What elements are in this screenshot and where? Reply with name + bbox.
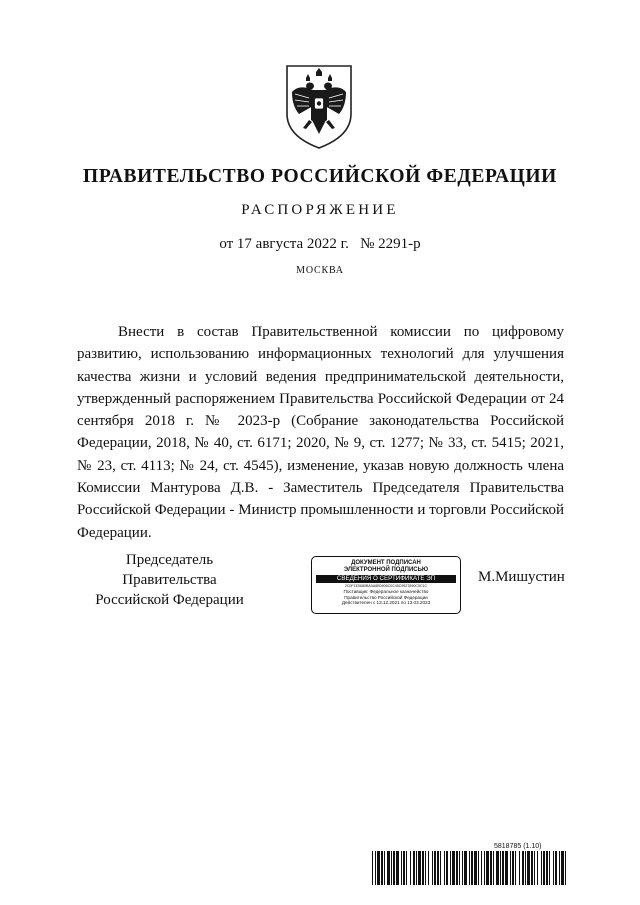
- barcode-bar: [478, 851, 479, 885]
- barcode-bar: [377, 851, 380, 885]
- barcode-bar: [505, 851, 508, 885]
- barcode-bar: [464, 851, 467, 885]
- barcode-bar: [456, 851, 458, 885]
- barcode-bar: [543, 851, 545, 885]
- barcode-bar: [493, 851, 494, 885]
- barcode-bar: [525, 851, 526, 885]
- barcode-bar: [502, 851, 504, 885]
- stamp-certificate-header: СВЕДЕНИЯ О СЕРТИФИКАТЕ ЭП: [316, 575, 456, 583]
- barcode-bar: [393, 851, 395, 885]
- barcode-bar: [546, 851, 548, 885]
- signer-position-line1: Председатель Правительства: [122, 552, 217, 588]
- barcode-bar: [474, 851, 477, 885]
- barcode-bar: [510, 851, 511, 885]
- barcode-bar: [422, 851, 424, 885]
- barcode-bar: [565, 851, 566, 885]
- barcode-bar: [416, 851, 417, 885]
- barcode-bar: [522, 851, 524, 885]
- russian-coat-of-arms-icon: [279, 62, 359, 150]
- barcode-bar: [469, 851, 470, 885]
- barcode-bar: [450, 851, 451, 885]
- barcode-bar: [496, 851, 499, 885]
- barcode-bar: [486, 851, 489, 885]
- stamp-line1: ДОКУМЕНТ ПОДПИСАН: [351, 560, 421, 566]
- order-text: Внести в состав Правительственной комиссии по цифровому развитию, использованию информационных технологий для улучшения качества жизни и условий ведения предпринимательской деятельности, утвержденный распоряжением Правительства Российской Федерации от 24 сентября 2018 г. № 2023-р (Собрание законодательства Российской Федерации, 2018, № 40, ст. 6171; 2020, № 9, ст. 1277; № 33, ст. 5415; 2021, № 23, ст. 4113; № 24, ст. 4545), изменение, указав новую должность члена Комиссии Мантурова Д.В. - Заместитель Председателя Правительства Российской Федерации - Министр промышленности и торговли Российской Федерации.: [77, 324, 564, 541]
- barcode-bar: [413, 851, 415, 885]
- signer-position-line2: Российской Федерации: [95, 592, 244, 608]
- barcode-bar: [432, 851, 433, 885]
- barcode-bar: [384, 851, 385, 885]
- barcode-bar: [527, 851, 530, 885]
- barcode-bar: [490, 851, 492, 885]
- barcode-bar: [428, 851, 429, 885]
- barcode-bar: [559, 851, 560, 885]
- barcode-bar: [531, 851, 533, 885]
- barcode-bar: [515, 851, 516, 885]
- barcode-bar: [396, 851, 399, 885]
- signer-name: М.Мишустин: [478, 569, 565, 585]
- stamp-issuer: Правительство Российской Федерации: [344, 594, 428, 600]
- barcode-bar: [418, 851, 421, 885]
- barcode-bar: [500, 851, 501, 885]
- government-title: ПРАВИТЕЛЬСТВО РОССИЙСКОЙ ФЕДЕРАЦИИ: [83, 166, 557, 187]
- stamp-issued-to: Поставщик: Федеральное казначейство: [343, 589, 429, 594]
- document-type: РАСПОРЯЖЕНИЕ: [241, 202, 399, 218]
- barcode-bar: [555, 851, 557, 885]
- stamp-line2: ЭЛЕКТРОННОЙ ПОДПИСЬЮ: [343, 567, 429, 573]
- signer-position: [77, 550, 262, 610]
- stamp-serial: 2C0F1E0680BA0A6B0906C0C45C9527890C5C1C: [344, 584, 428, 588]
- barcode-bar: [437, 851, 439, 885]
- barcode-bar: [541, 851, 542, 885]
- barcode-bar: [459, 851, 460, 885]
- barcode-bar: [553, 851, 554, 885]
- barcode-bar: [444, 851, 445, 885]
- barcode-icon: [372, 851, 566, 885]
- stamp-validity: Действителен с 13.12.2021 по 13.03.2023: [341, 600, 431, 606]
- document-date-line: [0, 236, 640, 253]
- barcode-bar: [512, 851, 514, 885]
- barcode-bar: [452, 851, 455, 885]
- barcode-bar: [534, 851, 535, 885]
- document-city: МОСКВА: [296, 265, 344, 276]
- barcode-bar: [381, 851, 383, 885]
- barcode-bar: [434, 851, 436, 885]
- barcode-bar: [372, 851, 373, 885]
- barcode-bar: [549, 851, 550, 885]
- barcode-bar: [462, 851, 463, 885]
- barcode-bar: [425, 851, 426, 885]
- barcode-bar: [410, 851, 411, 885]
- barcode-number: 5818785 (1.10): [494, 843, 542, 850]
- barcode-bar: [401, 851, 402, 885]
- document-number: № 2291-р: [360, 236, 421, 252]
- barcode-bar: [403, 851, 405, 885]
- barcode-bar: [471, 851, 473, 885]
- barcode-bar: [391, 851, 392, 885]
- barcode-bar: [440, 851, 441, 885]
- barcode-bar: [537, 851, 538, 885]
- barcode-bar: [519, 851, 520, 885]
- barcode-bar: [387, 851, 390, 885]
- barcode-bar: [406, 851, 407, 885]
- barcode-bar: [481, 851, 482, 885]
- barcode-bar: [561, 851, 564, 885]
- document-date: от 17 августа 2022 г.: [219, 236, 349, 252]
- barcode-bar: [484, 851, 485, 885]
- electronic-signature-stamp: [311, 556, 461, 614]
- barcode-bar: [375, 851, 376, 885]
- barcode-bar: [446, 851, 448, 885]
